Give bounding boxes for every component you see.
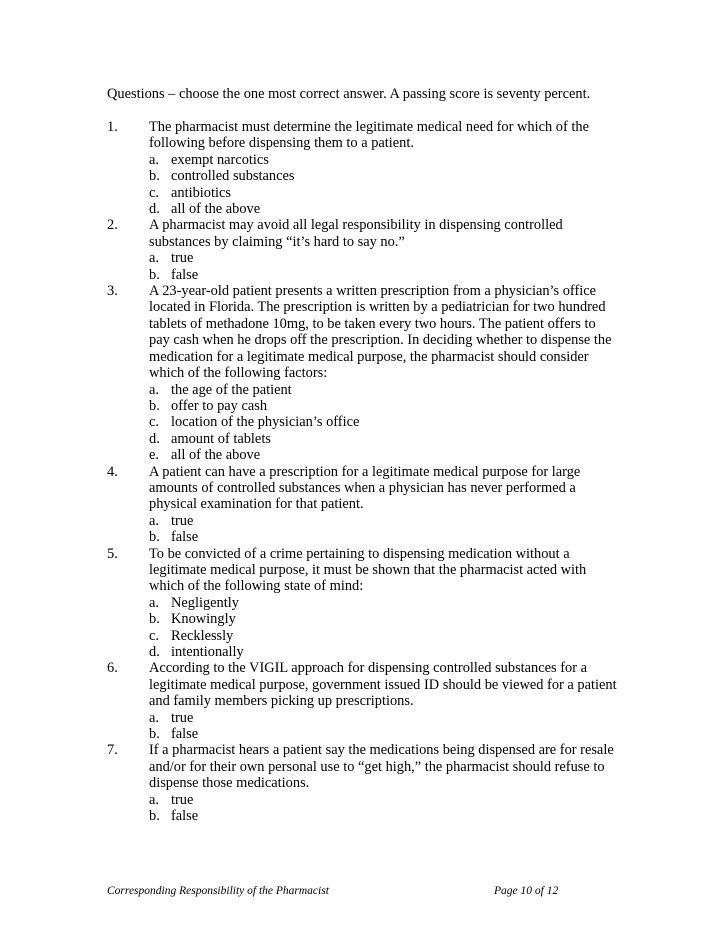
answer-option [149,710,627,726]
option-text: all of the above [171,201,261,218]
option-letter: c. [149,414,159,431]
option-text: antibiotics [171,184,231,201]
answer-option [149,447,627,463]
question-item [107,742,627,824]
question-text-line: legitimate medical purpose, government issued ID should be viewed for a patient [149,676,617,693]
option-letter: d. [149,201,160,218]
question-text-line: The pharmacist must determine the legitimate medical need for which of the [149,119,589,135]
option-letter: b. [149,266,160,283]
option-text: the age of the patient [171,381,292,398]
question-text-line: following before dispensing them to a patient. [149,135,414,152]
answer-option [149,726,627,742]
option-letter: a. [149,250,159,267]
option-text: Knowingly [171,611,236,628]
question-list [107,119,627,824]
answer-option [149,201,627,217]
question-text-line: and family members picking up prescriptions. [149,693,414,710]
answer-options [149,710,627,743]
question-text-line: tablets of methadone 10mg, to be taken every two hours. The patient offers to [149,315,596,332]
answer-option [149,168,627,184]
option-letter: c. [149,184,159,201]
question-number: 4. [107,463,118,480]
option-letter: e. [149,447,159,464]
option-text: exempt narcotics [171,151,269,168]
answer-option [149,398,627,414]
question-text-line: medication for a legitimate medical purpose, the pharmacist should consider [149,348,589,365]
answer-options [149,792,627,825]
question-text-line: legitimate medical purpose, it must be shown that the pharmacist acted with [149,561,587,578]
question-text-line: substances by claiming “it’s hard to say no.” [149,233,405,250]
question-text-line: and/or for their own personal use to “get high,” the pharmacist should refuse to [149,758,605,775]
answer-option [149,792,627,808]
option-text: false [171,808,199,825]
option-letter: b. [149,808,160,825]
instructions-text: Questions – choose the one most correct answer. A passing score is seventy percent. [107,86,591,102]
option-text: false [171,726,199,743]
question-text-line: dispense those medications. [149,775,310,792]
option-letter: a. [149,594,159,611]
question-text-line: which of the following factors: [149,365,328,382]
question-item [107,464,627,546]
question-item [107,119,627,217]
option-text: intentionally [171,644,244,660]
option-letter: a. [149,709,159,726]
answer-option [149,808,627,824]
answer-option [149,185,627,201]
option-letter: b. [149,168,160,185]
answer-option [149,595,627,611]
question-number: 3. [107,283,118,300]
question-number: 5. [107,545,118,562]
answer-options [149,152,627,218]
question-text-line: To be convicted of a crime pertaining to dispensing medication without a [149,545,570,562]
footer-title: Corresponding Responsibility of the Pharmacist [107,885,329,897]
answer-options [149,595,627,661]
answer-option [149,414,627,430]
question-number: 7. [107,742,118,759]
option-letter: a. [149,512,159,529]
option-text: Negligently [171,594,239,611]
answer-option [149,267,627,283]
answer-option [149,513,627,529]
question-text-line: A pharmacist may avoid all legal responsibility in dispensing controlled [149,217,563,234]
option-letter: b. [149,611,160,628]
option-letter: a. [149,151,159,168]
answer-option [149,431,627,447]
option-text: false [171,266,199,283]
option-text: offer to pay cash [171,397,268,414]
question-text-line: amounts of controlled substances when a physician has never performed a [149,479,576,496]
option-letter: c. [149,627,159,644]
question-text-line: If a pharmacist hears a patient say the medications being dispensed are for resale [149,742,614,759]
question-item [107,283,627,463]
option-text: Recklessly [171,627,234,644]
answer-option [149,382,627,398]
answer-option [149,644,627,660]
answer-options [149,382,627,464]
question-number: 1. [107,119,118,135]
answer-options [149,250,627,283]
option-text: amount of tablets [171,430,271,447]
option-letter: d. [149,430,160,447]
question-item [107,217,627,283]
option-text: false [171,529,199,546]
option-letter: b. [149,726,160,743]
option-text: true [171,512,194,529]
answer-option [149,152,627,168]
option-letter: d. [149,644,160,660]
question-text-line: A 23-year-old patient presents a written prescription from a physician’s office [149,283,597,300]
question-number: 2. [107,217,118,234]
option-text: all of the above [171,447,261,464]
option-text: true [171,791,194,808]
question-text-line: physical examination for that patient. [149,496,364,513]
option-letter: b. [149,397,160,414]
option-text: true [171,709,194,726]
answer-option [149,529,627,545]
answer-option [149,628,627,644]
question-item [107,546,627,661]
answer-option [149,611,627,627]
footer-page-number: Page 10 of 12 [494,885,559,897]
option-text: controlled substances [171,168,295,185]
answer-options [149,513,627,546]
question-text-line: A patient can have a prescription for a legitimate medical purpose for large [149,463,581,480]
option-letter: b. [149,529,160,546]
option-letter: a. [149,381,159,398]
question-text-line: located in Florida. The prescription is written by a pediatrician for two hundred [149,299,606,316]
question-number: 6. [107,660,118,677]
question-text-line: pay cash when he drops off the prescription. In deciding whether to dispense the [149,332,612,349]
option-text: true [171,250,194,267]
question-item [107,660,627,742]
option-text: location of the physician’s office [171,414,360,431]
answer-option [149,250,627,266]
option-letter: a. [149,791,159,808]
question-text-line: According to the VIGIL approach for dispensing controlled substances for a [149,660,587,677]
question-text-line: which of the following state of mind: [149,578,364,595]
